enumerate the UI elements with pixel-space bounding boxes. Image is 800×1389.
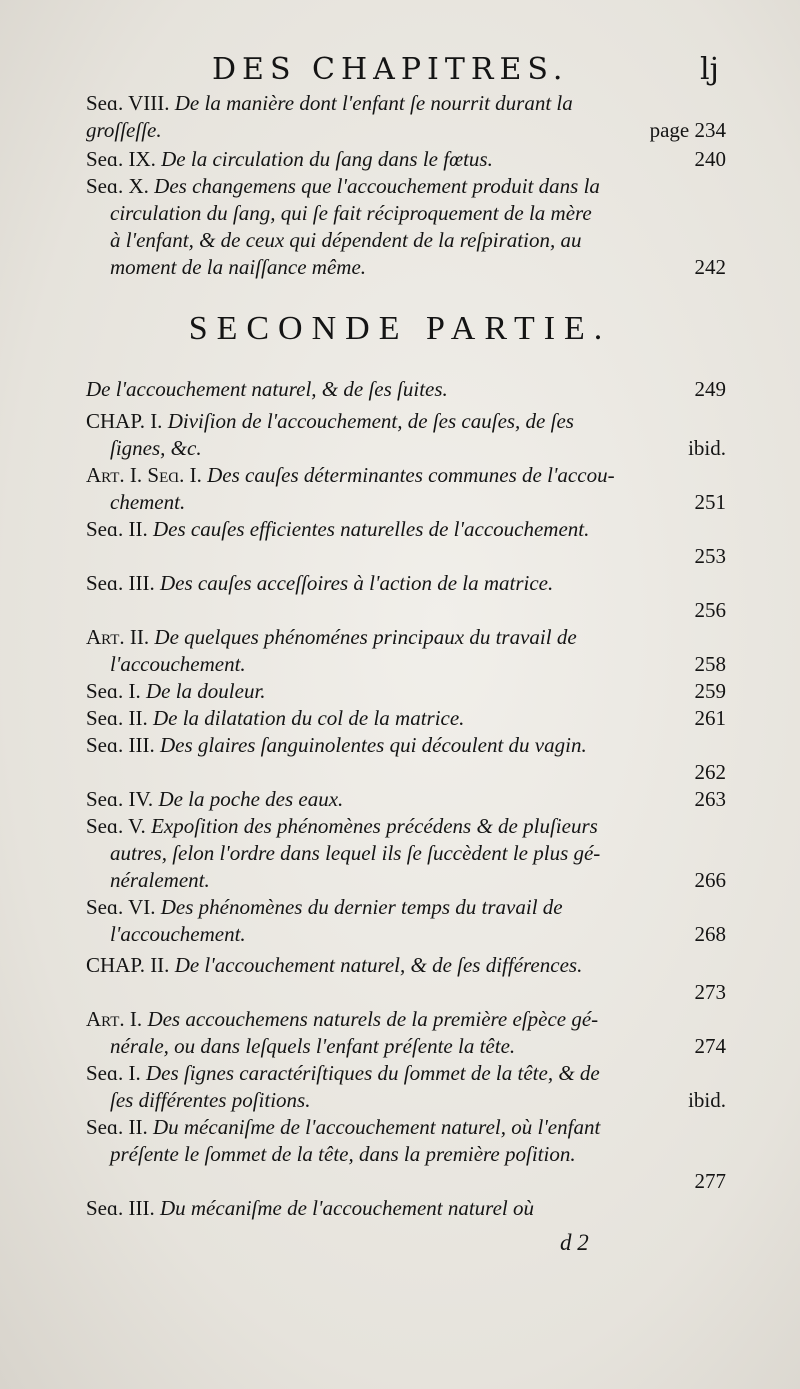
toc-entry — [86, 1114, 726, 1195]
entry-page: 277 — [694, 1169, 726, 1193]
entry-page: page 234 — [649, 118, 726, 142]
entry-title: Des cauſes acceſſoires à l'action de la matrice. — [159, 571, 554, 595]
toc-entry — [86, 813, 726, 894]
entry-page: 253 — [694, 544, 726, 568]
entry-title: Des changemens que l'accouchement produit dans la — [154, 174, 600, 198]
entry-label: Seɑ. I. — [86, 1061, 141, 1085]
entry-page: ibid. — [688, 436, 726, 460]
entry-page: 273 — [694, 980, 726, 1004]
toc-entry — [86, 1006, 726, 1060]
toc-entry — [86, 173, 726, 281]
toc-entry — [86, 624, 726, 678]
toc-entry — [86, 146, 726, 173]
entry-page: 262 — [694, 760, 726, 784]
entry-page: 266 — [694, 868, 726, 892]
entry-label: Seɑ. IV. — [86, 787, 154, 811]
entry-label: Seɑ. III. — [86, 571, 155, 595]
entry-title: De la circulation du ſang dans le fœtus. — [161, 147, 493, 171]
entry-label: Seɑ. III. — [86, 733, 155, 757]
entry-title: De quelques phénoménes principaux du travail de — [154, 625, 577, 649]
entry-title: Diviſion de l'accouchement, de ſes cauſes, de ſes — [167, 409, 574, 433]
entry-label: Seɑ. VI. — [86, 895, 156, 919]
entry-page: 263 — [694, 787, 726, 811]
entry-title-cont: à l'enfant, & de ceux qui dépendent de la reſpiration, au — [110, 228, 582, 252]
entry-title: Des glaires ſanguinolentes qui découlent du vagin. — [159, 733, 587, 757]
entry-page: 268 — [694, 922, 726, 946]
entry-page: 274 — [694, 1034, 726, 1058]
entry-title: De la poche des eaux. — [158, 787, 344, 811]
toc-entry — [86, 705, 726, 732]
entry-label: Seɑ. II. — [86, 517, 148, 541]
entry-page: 251 — [694, 490, 726, 514]
entry-title: Des ſignes caractériſtiques du ſommet de la tête, & de — [145, 1061, 600, 1085]
toc-entry — [86, 570, 726, 624]
entry-title-cont: autres, ſelon l'ordre dans lequel ils ſe ſuccèdent le plus gé- — [110, 841, 601, 865]
toc-entry — [86, 1195, 726, 1222]
entry-title-cont: l'accouchement. — [110, 652, 246, 676]
page-folio: lj — [700, 52, 719, 87]
signature-mark: d 2 — [560, 1230, 589, 1255]
entry-title: Des accouchemens naturels de la première eſpèce gé- — [147, 1007, 599, 1031]
entry-label: CHAP. I. — [86, 409, 163, 433]
entry-title: Des cauſes déterminantes communes de l'accou- — [207, 463, 615, 487]
entry-title-cont: nérale, ou dans leſquels l'enfant préſente la tête. — [110, 1034, 516, 1058]
entry-label: CHAP. II. — [86, 953, 170, 977]
entry-title: De l'accouchement naturel, & de ſes ſuites. — [86, 377, 448, 401]
entry-title-cont: ſignes, &c. — [110, 436, 202, 460]
entry-title-cont: circulation du ſang, qui ſe fait réciproquement de la mère — [110, 201, 592, 225]
entry-page: 261 — [694, 706, 726, 730]
toc-entry — [86, 894, 726, 948]
entry-title-cont: chement. — [110, 490, 186, 514]
entry-title-cont: ſes différentes poſitions. — [110, 1088, 311, 1112]
entry-label: Seɑ. VIII. — [86, 91, 170, 115]
entry-title: De l'accouchement naturel, & de ſes différences. — [174, 953, 583, 977]
toc-entry — [86, 408, 726, 462]
entry-title-cont: groſſeſſe. — [86, 118, 162, 142]
toc-entry — [86, 678, 726, 705]
entry-page: 249 — [694, 377, 726, 401]
entry-title: Des phénomènes du dernier temps du travail de — [160, 895, 563, 919]
toc-entry — [86, 1060, 726, 1114]
toc-entry — [86, 732, 726, 786]
toc-entry — [86, 516, 726, 570]
entry-label: Art. I. — [86, 1007, 143, 1031]
entry-page: 256 — [694, 598, 726, 622]
entry-label: Seɑ. I. — [86, 679, 141, 703]
entry-page: 240 — [694, 147, 726, 171]
entry-title: Du mécaniſme de l'accouchement naturel, où l'enfant — [152, 1115, 601, 1139]
entry-label: Art. II. — [86, 625, 150, 649]
entry-label: Seɑ. III. — [86, 1196, 155, 1220]
entry-label: Seɑ. X. — [86, 174, 149, 198]
entry-page: 242 — [694, 255, 726, 279]
entry-title: Expoſition des phénomènes précédens & de pluſieurs — [151, 814, 598, 838]
toc-entry — [86, 376, 726, 403]
entry-label: Seɑ. II. — [86, 706, 148, 730]
entry-title-cont: préſente le ſommet de la tête, dans la première poſition. — [110, 1142, 576, 1166]
entry-title-cont: moment de la naiſſance même. — [110, 255, 367, 279]
running-head: DES CHAPITRES. — [212, 52, 569, 87]
entry-page: ibid. — [688, 1088, 726, 1112]
entry-title: De la manière dont l'enfant ſe nourrit durant la — [174, 91, 573, 115]
entry-title: Des cauſes efficientes naturelles de l'accouchement. — [152, 517, 590, 541]
entry-title: De la douleur. — [145, 679, 266, 703]
toc-entry — [86, 786, 726, 813]
entry-title-cont: néralement. — [110, 868, 210, 892]
entry-page: 259 — [694, 679, 726, 703]
entry-label: Seɑ. II. — [86, 1115, 148, 1139]
entry-label: Seɑ. IX. — [86, 147, 156, 171]
toc-entry — [86, 462, 726, 516]
entry-title: Du mécaniſme de l'accouchement naturel où — [159, 1196, 534, 1220]
part-heading: SECONDE PARTIE. — [188, 310, 612, 347]
entry-title: De la dilatation du col de la matrice. — [152, 706, 465, 730]
toc-entry — [86, 952, 726, 1006]
entry-page: 258 — [694, 652, 726, 676]
toc-entry — [86, 90, 726, 144]
entry-label: Art. I. Seɑ. I. — [86, 463, 202, 487]
entry-title-cont: l'accouchement. — [110, 922, 246, 946]
entry-label: Seɑ. V. — [86, 814, 146, 838]
